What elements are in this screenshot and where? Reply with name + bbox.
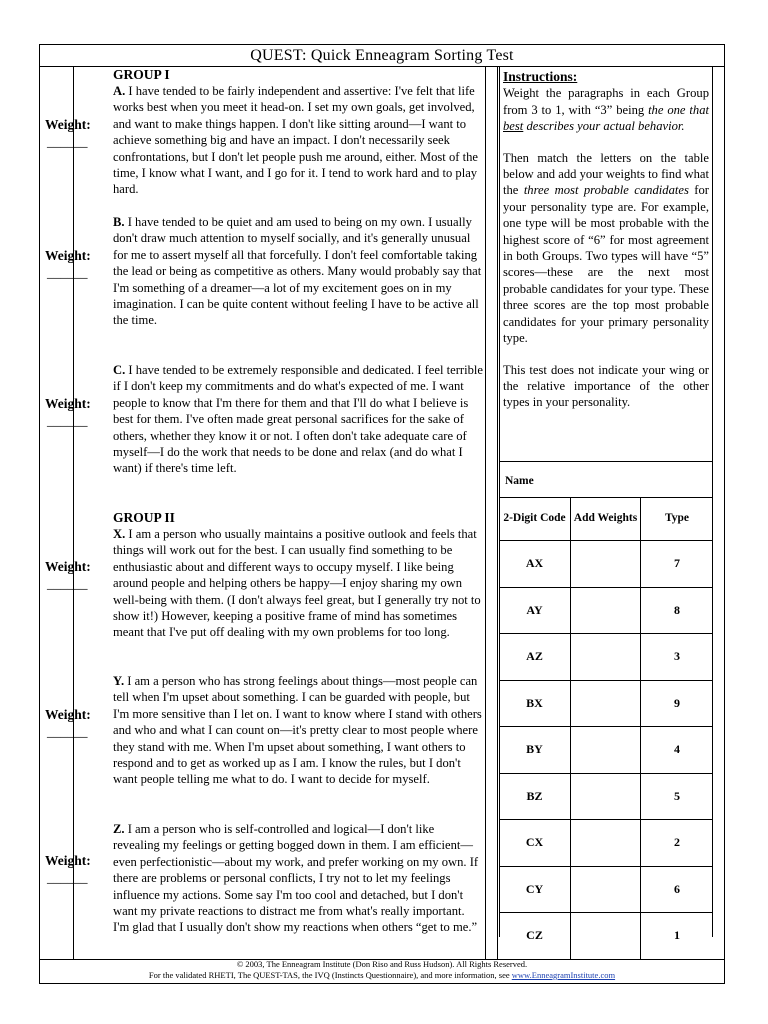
code-cell: CZ xyxy=(499,913,571,960)
weight-label: Weight: xyxy=(45,117,91,132)
footer-info-text: For the validated RHETI, The QUEST-TAS, the IVQ (Instincts Questionnaire), and more information, see xyxy=(148,970,512,980)
weight-field-z[interactable] xyxy=(45,852,115,886)
weights-input-cell[interactable] xyxy=(571,541,641,588)
type-cell: 5 xyxy=(641,774,713,821)
type-cell: 1 xyxy=(641,913,713,960)
right-panel-divider-outer xyxy=(485,67,486,959)
instructions-p2-c: for your personality type are. For example, one type will be most probable with the highest score of “6” for most agreement in both Groups. Two types will have “5” scores—these are the next most probable candidates for your type. These three scores are the top most probable candidates for your primary personality type. xyxy=(503,183,709,346)
weights-input-cell[interactable] xyxy=(571,867,641,914)
instructions-p2-b: three most probable candidates xyxy=(523,183,689,198)
instructions-heading: Instructions: xyxy=(503,69,578,84)
weights-input-cell[interactable] xyxy=(571,588,641,635)
header-type: Type xyxy=(641,497,713,541)
weight-field-c[interactable] xyxy=(45,395,115,429)
instructions-p2-a: Then match the letters on the table below and add your weights to find what the xyxy=(503,150,710,198)
type-cell: 4 xyxy=(641,727,713,774)
header-code: 2-Digit Code xyxy=(499,497,571,541)
header-weights: Add Weights xyxy=(571,497,641,541)
copyright: © 2003, The Enneagram Institute (Don Riso and Russ Hudson). All Rights Reserved. xyxy=(236,959,528,969)
footer xyxy=(40,959,724,981)
type-cell: 7 xyxy=(641,541,713,588)
instructions-p1-d: describes your actual behavior. xyxy=(523,119,685,134)
weight-field-a[interactable] xyxy=(45,116,115,150)
paragraph-c xyxy=(113,362,483,477)
weight-blank[interactable]: ______ xyxy=(47,724,88,739)
name-divider xyxy=(499,461,713,462)
instructions-p1-a: Weight the paragraphs in each Group from 3 to 1, with “3” being xyxy=(503,86,709,117)
code-cell: BY xyxy=(499,727,571,774)
weight-field-x[interactable] xyxy=(45,558,115,592)
weights-input-cell[interactable] xyxy=(571,727,641,774)
code-cell: BZ xyxy=(499,774,571,821)
weights-input-cell[interactable] xyxy=(571,913,641,960)
instructions-paragraph-1 xyxy=(503,85,709,134)
code-cell: BX xyxy=(499,681,571,728)
type-cell: 3 xyxy=(641,634,713,681)
paragraph-text: I am a person who usually maintains a positive outlook and feels that things will work out for the best. I can usually find something to be enthusiastic about and different ways to occupy myself. I like being around people and helping others be happy—I enjoy sharing my own well-being with them. (I don't always feel great, but I generally try not to show it!) However, keeping a positive frame of mind has sometimes meant that I've put off dealing with my own problems for too long. xyxy=(113,527,481,640)
weight-field-b[interactable] xyxy=(45,247,115,281)
paragraph-a xyxy=(113,83,483,198)
weight-blank[interactable]: ______ xyxy=(47,870,88,885)
right-panel-divider-inner xyxy=(497,67,498,959)
weights-input-cell[interactable] xyxy=(571,820,641,867)
name-label: Name xyxy=(505,475,534,487)
weight-column-divider xyxy=(73,67,74,959)
paragraph-text: I have tended to be fairly independent and assertive: I've felt that life works best when you meet it head-on. I set my own goals, get involved, and want to make things happen. I don't like sitting around—I want to achieve something big and have an impact. I don't necessarily seek confrontations, but I don't let people push me around, either. Most of the time, I know what I want, and I go for it. I tend to work hard and to play hard. xyxy=(113,84,478,197)
instructions-paragraph-3: This test does not indicate your wing or the relative importance of the other types in your personality. xyxy=(503,362,709,410)
paragraph-x xyxy=(113,526,483,641)
paragraph-letter: B. xyxy=(113,215,125,229)
type-cell: 9 xyxy=(641,681,713,728)
weight-blank[interactable]: ______ xyxy=(47,134,88,149)
group1-heading: GROUP I xyxy=(113,67,170,82)
paragraph-text: I have tended to be extremely responsible and dedicated. I feel terrible if I don't keep my commitments and do what's expected of me. I want people to know that I'm there for them and that I'll do what I believe is best for them. I've often made great personal sacrifices for the sake of others, whether they know it or not. I often don't take adequate care of myself—I do the work that needs to be done and relax (and do what I want) if there's time left. xyxy=(113,363,483,476)
code-cell: CY xyxy=(499,867,571,914)
paragraph-letter: X. xyxy=(113,527,126,541)
weight-field-y[interactable] xyxy=(45,706,115,740)
paragraph-letter: C. xyxy=(113,363,126,377)
paragraph-text: I have tended to be quiet and am used to being on my own. I usually don't draw much attention to myself socially, and it's generally unusual for me to assert myself all that forcefully. I don't feel comfortable taking the lead or being as competitive as others. Many would probably say that I'm something of a dreamer—a lot of my excitement goes on in my imagination. I can be quite content without feeling I have to be active all the time. xyxy=(113,215,482,328)
instructions-p1-c: best xyxy=(503,119,524,134)
website-link[interactable]: www.EnneagramInstitute.com xyxy=(511,970,616,980)
weights-input-cell[interactable] xyxy=(571,774,641,821)
type-cell: 6 xyxy=(641,867,713,914)
scoring-table xyxy=(499,497,713,959)
paragraph-letter: Y. xyxy=(113,674,125,688)
code-cell: AX xyxy=(499,541,571,588)
code-cell: AZ xyxy=(499,634,571,681)
instructions-text xyxy=(503,69,709,426)
weight-blank[interactable]: ______ xyxy=(47,413,88,428)
type-cell: 8 xyxy=(641,588,713,635)
paragraph-y xyxy=(113,673,483,788)
group2-heading: GROUP II xyxy=(113,510,175,525)
instructions-p1-b: the one that xyxy=(648,102,709,117)
weight-blank[interactable]: ______ xyxy=(47,265,88,280)
paragraph-letter: A. xyxy=(113,84,126,98)
code-cell: AY xyxy=(499,588,571,635)
paragraph-b xyxy=(113,214,483,329)
weight-label: Weight: xyxy=(45,248,91,263)
type-cell: 2 xyxy=(641,820,713,867)
weight-label: Weight: xyxy=(45,707,91,722)
weight-label: Weight: xyxy=(45,853,91,868)
weight-label: Weight: xyxy=(45,396,91,411)
instructions-paragraph-2 xyxy=(503,150,709,347)
paragraph-text: I am a person who has strong feelings about things—most people can tell when I'm upset about something. I can be guarded with people, but I'm more sensitive than I let on. I want to know where I stand with others and who and what I can count on—it's pretty clear to most people where they stand with me. When I'm upset about something, I want others to respond and to get as worked up as I am. I know the rules, but I don't want people telling me what to do. I want to decide for myself. xyxy=(113,674,482,787)
weight-blank[interactable]: ______ xyxy=(47,576,88,591)
page-title: QUEST: Quick Enneagram Sorting Test xyxy=(250,47,514,64)
paragraph-letter: Z. xyxy=(113,822,125,836)
footer-info xyxy=(40,970,724,981)
weights-input-cell[interactable] xyxy=(571,634,641,681)
quest-form xyxy=(39,44,725,984)
paragraph-z xyxy=(113,821,483,936)
code-cell: CX xyxy=(499,820,571,867)
weight-label: Weight: xyxy=(45,559,91,574)
paragraph-text: I am a person who is self-controlled and logical—I don't like revealing my feelings or getting bogged down in them. I am efficient—even perfectionistic—about my work, and prefer working on my own. If there are problems or personal conflicts, I try not to let my feelings influence my actions. Some say I'm too cool and detached, but I don't want my private reactions to distract me from what's really important. I'm glad that I usually don't show my reactions when others “get to me.” xyxy=(113,822,479,935)
weights-input-cell[interactable] xyxy=(571,681,641,728)
